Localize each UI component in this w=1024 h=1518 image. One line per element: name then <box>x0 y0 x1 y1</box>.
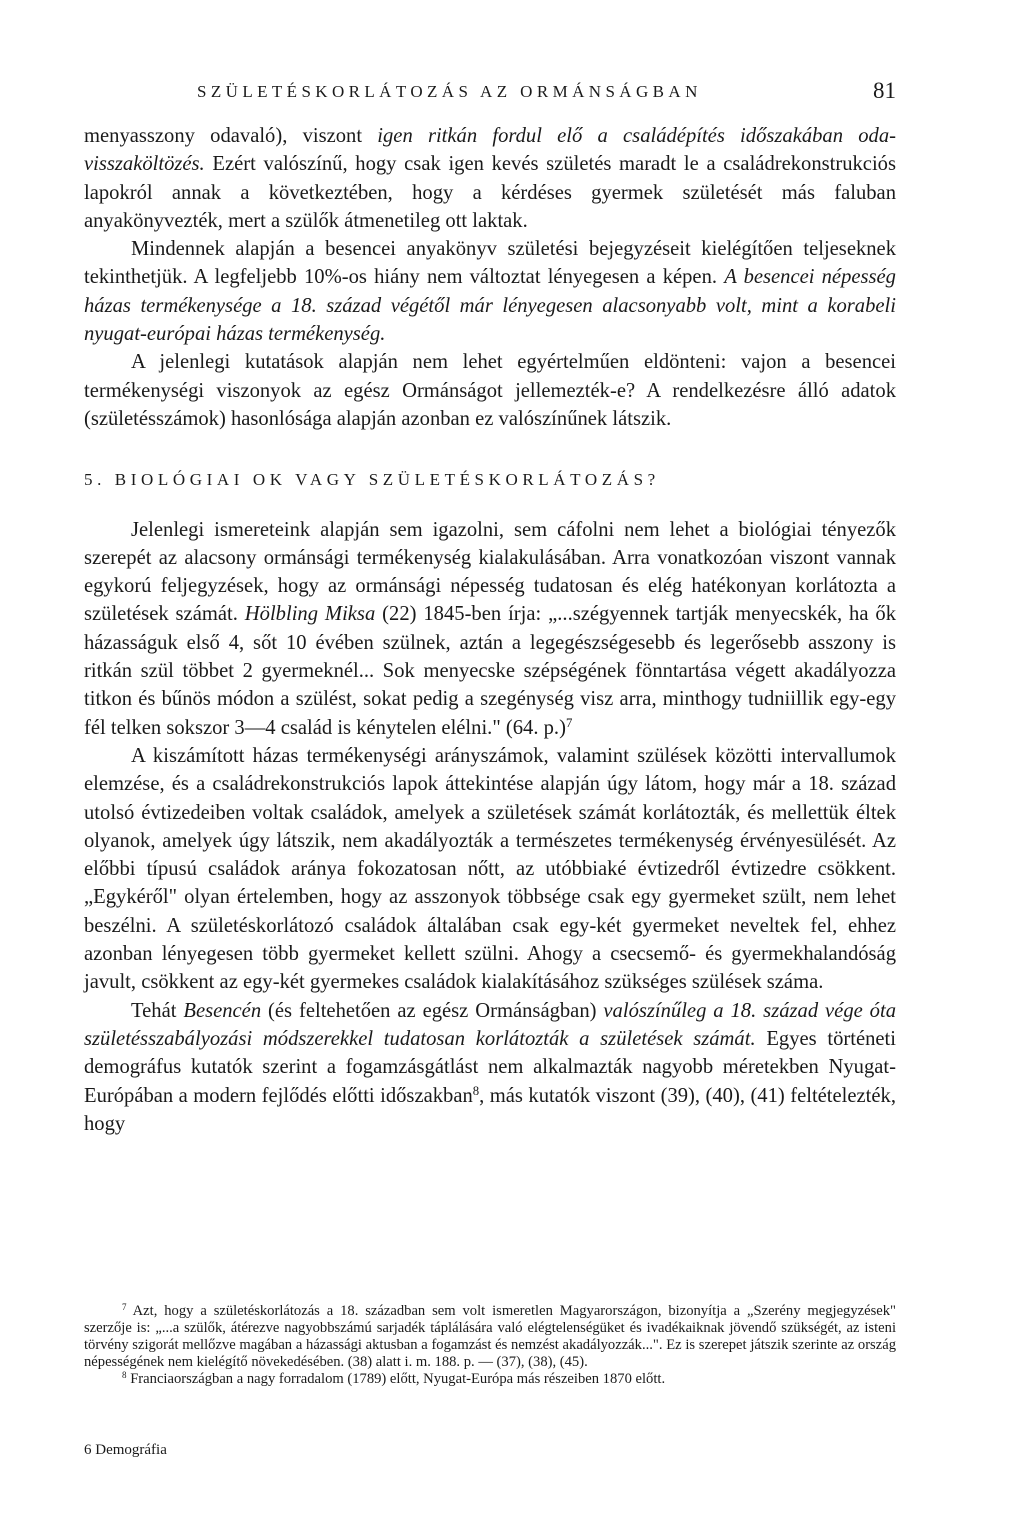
text-run: Tehát <box>131 999 184 1022</box>
text-run: Ezért valószínű, hogy csak igen kevés születés maradt le a családrekonstrukciós lapokról annak a következtében, hogy a kérdéses gyermek születését más faluban anyakönyvezték, mert a szülők átmenetileg ott laktak. <box>84 153 896 232</box>
section-heading: 5. BIOLÓGIAI OK VAGY SZÜLETÉSKORLÁTOZÁS? <box>84 470 660 490</box>
emphasis: valószínűleg a 18. század vége óta születésszabályozási módszerekkel tudatosan korlátozták a születések számát. <box>84 999 896 1050</box>
paragraph <box>84 516 896 742</box>
footnote-mark: 8 <box>122 1370 127 1381</box>
emphasis: igen ritkán fordul elő a családépítés időszakában oda-visszaköltözés. <box>84 125 896 176</box>
text-run: (22) 1845-ben írja: „...szégyennek tartják menyecskék, ha ők házasságuk első 4, sőt 10 évében szülnek, aztán a legegészségesebb és legerősebb asszony is ritkán szül többet 2 gyermeknél... Sok menyecske szépségének fönntartása végett akadályozza titkon és bűnös módon a szülést, sokat pedig a szegénység visz arra, minthogy tudniillik egy-egy fél telken sokszor 3—4 család is kénytelen elélni." (64. p.) <box>84 603 897 739</box>
footnote-mark: 7 <box>122 1302 127 1313</box>
body-text <box>84 122 896 1138</box>
text-run: Mindennek alapján a besencei anyakönyv születési bejegyzéseit kielégítően teljeseknek tekinthetjük. A legfeljebb 10%-os hiány nem változtat lényegesen a képen. <box>84 238 896 289</box>
emphasis: A besencei népesség házas termékenysége a 18. század végétől már lényegesen alacsonyabb volt, mint a korabeli nyugat-európai házas termékenység. <box>84 266 896 346</box>
paragraph <box>84 997 896 1138</box>
footnotes <box>84 1303 896 1388</box>
running-head <box>84 80 896 106</box>
paragraph-continued <box>84 122 896 235</box>
text-run: Jelenlegi ismereteink alapján sem igazolni, sem cáfolni nem lehet a biológiai tényezők szerepét az alacsony ormánsági termékenység kialakulásában. Arra vonatkozóan viszont vannak egykorú feljegyzések, hogy az ormánsági népesség tudatosan és elég hatékonyan korlátozta a születések számát. <box>84 518 896 626</box>
place-name: Besencén <box>183 999 262 1022</box>
text-run: Egyes történeti demográfus kutatók szerint a fogamzásgátlást nem alkalmazták nagyobb méretekben Nyugat-Európában a modern fejlődés előtti időszakban <box>84 1027 897 1107</box>
text-run: , más kutatók viszont (39), (40), (41) feltételezték, hogy <box>84 1084 896 1135</box>
footnote-ref: 7 <box>565 715 573 730</box>
paragraph: A jelenlegi kutatások alapján nem lehet egyértelműen eldönteni: vajon a besencei termékenységi viszonyok az egész Ormánságot jellemezték-e? A rendelkezésre álló adatok (születésszámok) hasonlósága alapján azonban ez valószínűnek látszik. <box>84 351 896 430</box>
text-run: menyasszony odavaló), viszont <box>84 125 378 147</box>
footnote-8 <box>84 1371 896 1388</box>
footnote-7 <box>84 1303 896 1371</box>
running-title: SZÜLETÉSKORLÁTOZÁS AZ ORMÁNSÁGBAN <box>197 82 702 101</box>
footnote-text: Franciaországban a nagy forradalom (1789) előtt, Nyugat-Európa más részeiben 1870 előtt. <box>130 1371 666 1387</box>
sheet-signature: 6 Demográfia <box>84 1442 167 1458</box>
paragraph <box>84 235 896 348</box>
page-number: 81 <box>873 78 896 103</box>
text-run: (és feltehetően az egész Ormánságban) <box>261 999 604 1022</box>
paragraph: A kiszámított házas termékenységi arányszámok, valamint szülések közötti intervallumok elemzése, és a családrekonstrukciós lapok áttekintése alapján úgy látom, hogy már a 18. század utolsó évtizedeiben voltak családok, amelyek a születések számát korlátozták, és mellettük éltek olyanok, amelyek úgy látszik, nem akadályozták a természetes termékenység érvényesülését. Az előbbi típusú családok aránya fokozatosan nőtt, az utóbbiaké évtizedről évtizedre csökkent. „Egykéről" olyan értelemben, hogy az asszonyok többsége csak egy gyermeket szült, nem lehet beszélni. A születéskorlátozó családok általában csak egy-két gyermeket neveltek fel, ehhez azonban lényegesen több gyermeket kellett szülni. Ahogy a csecsemő- és gyermekhalandóság javult, csökkent az egy-két gyermekes családok kialakításához szükséges szülések száma. <box>84 744 896 994</box>
footnote-text: Azt, hogy a születéskorlátozás a 18. században sem volt ismeretlen Magyarországon, bizonyítja a „Szerény megjegyzések" szerzője is: „...a szülők, átérezve nagyobbszámú sarjadék táplálására való elégtelenségüket és ivadékaiknak jövendő szükségét, az isteni törvény szigorát mellőzve magában a házassági aktusban a fogamzást és nemzést akadályozzák...". Ez is szerepet játszik szerinte az ország népességének nem kielégítő növekedésében. (38) alatt i. m. 188. p. — (37), (38), (45). <box>84 1303 897 1370</box>
author-name: Hölbling Miksa <box>244 603 376 626</box>
footnote-ref: 8 <box>472 1083 480 1098</box>
